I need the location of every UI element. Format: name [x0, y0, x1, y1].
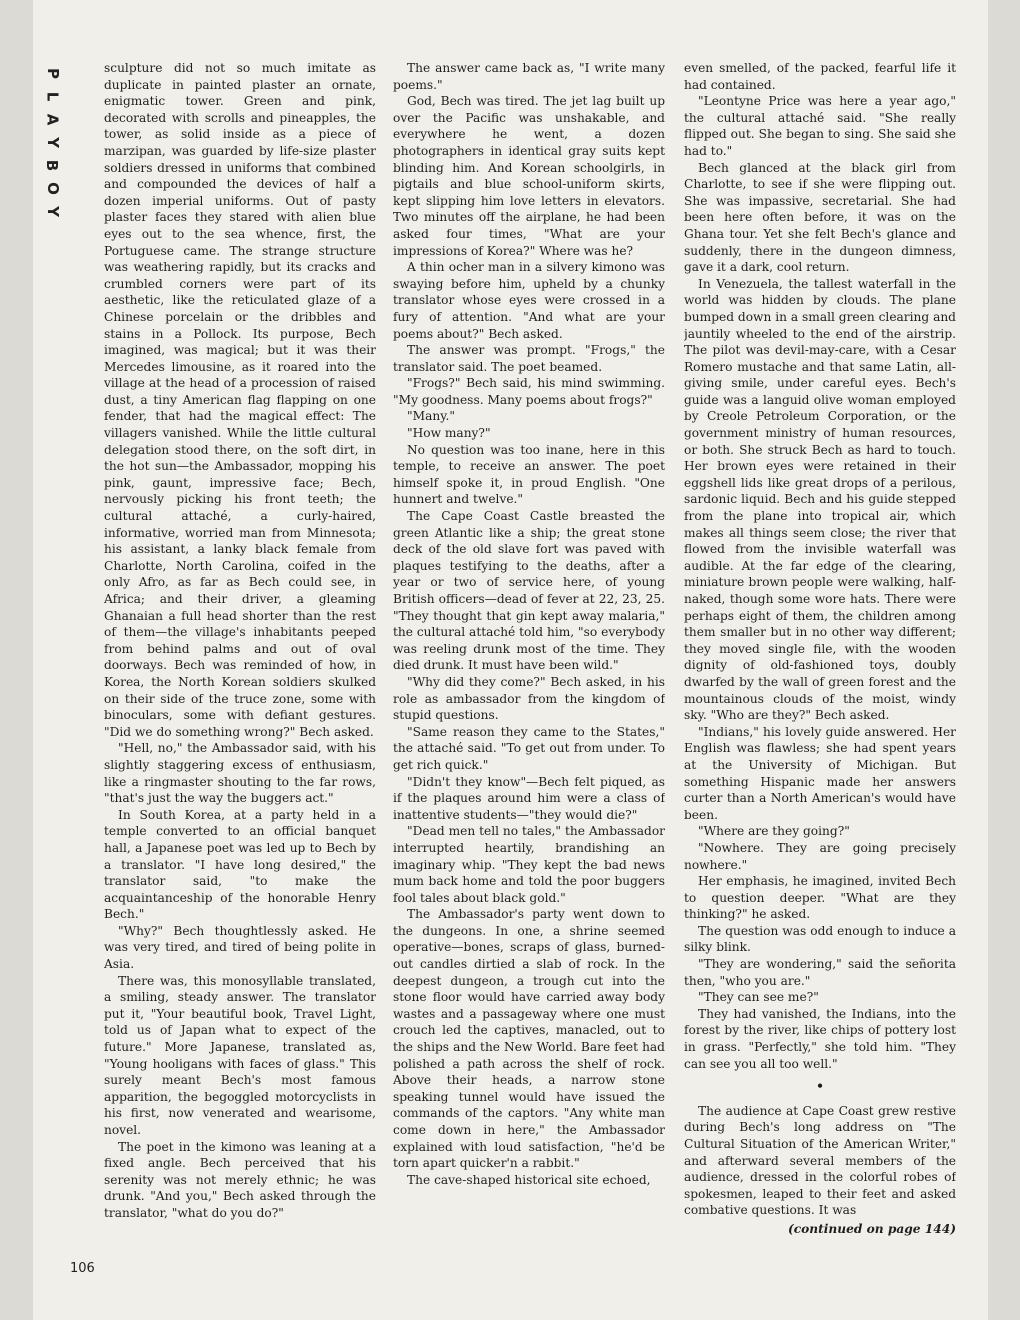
paragraph: A thin ocher man in a silvery kimono was swaying before him, upheld by a chunky translator whose eyes were crossed in a fury of attention. "And what are your poems about?" Bech asked. [393, 260, 665, 341]
paragraph: even smelled, of the packed, fearful life it had contained. [684, 61, 956, 92]
paragraph: "They can see me?" [698, 990, 819, 1005]
paragraph: "Indians," his lovely guide answered. Her English was flawless; she had spent years at the University of Michigan. But something Hispanic made her answers curter than a North American's would have been. [684, 724, 956, 822]
paragraph: "Nowhere. They are going precisely nowhere." [684, 840, 956, 872]
paragraph: Bech glanced at the black girl from Charlotte, to see if she were flipping out. She was impassive, secretarial. She had been here often before, it was on the Ghana tour. Yet she felt Bech's glance and suddenly, there in the dungeon dimness, gave it a dark, cool return. [684, 160, 956, 275]
title-letter: A [43, 113, 62, 126]
paragraph: "Same reason they came to the States," the attaché said. "To get out from under. To get rich quick." [393, 724, 665, 772]
text-column-2 [393, 60, 665, 1290]
paragraph: The Cape Coast Castle breasted the green Atlantic like a ship; the great stone deck of the old slave fort was paved with plaques testifying to the deaths, after a year or two of service here, of young British officers—dead of fever at 22, 23, 25. "They thought that gin kept away malaria," the cultural attaché told him, "so everybody was reeling drunk most of the time. They died drunk. It must have been wild." [393, 509, 665, 673]
text-column-3 [684, 60, 956, 1290]
paragraph: God, Bech was tired. The jet lag built up over the Pacific was unshakable, and everywhere he went, a dozen photographers in identical gray suits kept blinding him. And Korean schoolgirls, in pigtails and blue school-uniform skirts, kept slipping him love letters in elevators. Two minutes off the airplane, he had been asked four times, "What are your impressions of Korea?" Where was he? [393, 94, 665, 258]
paragraph: "Many." [407, 409, 455, 424]
title-letter: P [43, 68, 62, 79]
paragraph: "How many?" [407, 426, 491, 441]
paragraph: In Venezuela, the tallest waterfall in the world was hidden by clouds. The plane bumped down in a small green clearing and jauntily wheeled to the end of the airstrip. The pilot was devil-may-care, with a Cesar Romero mustache and that same Latin, all-giving smile, under careful eyes. Bech's guide was a languid olive woman employed by Creole Petroleum Corporation, or the government ministry of human resources, or both. She struck Bech as hard to touch. Her brown eyes were retained in their eggshell lids like great drops of a perilous, sardonic liquid. Bech and his guide stepped from the plane into tropical air, which makes all things seem close; the river that flowed from the invisible waterfall was audible. At the far edge of the clearing, miniature brown people were walking, half-naked, though some wore hats. There were perhaps eight of them, the children among them smaller but in no other way different; they moved single file, with the wooden dignity of old-fashioned toys, doubly dwarfed by the wall of green forest and the mountainous clouds of the moist, windy sky. "Who are they?" Bech asked. [684, 276, 956, 723]
section-separator: • [816, 1079, 824, 1094]
paragraph: The audience at Cape Coast grew restive during Bech's long address on "The Cultural Situation of the American Writer," and afterward several members of the audience, dressed in the colorful robes of spokesmen, leaped to their feet and asked combative questions. It was [684, 1103, 956, 1218]
title-letter: Y [43, 137, 62, 148]
paragraph: "Why?" Bech thoughtlessly asked. He was very tired, and tired of being polite in Asia. [104, 923, 376, 972]
paragraph: The Ambassador's party went down to the dungeons. In one, a shrine seemed operative—bones, scraps of glass, burned-out candles dirtied a slab of rock. In the deepest dungeon, a trough cut into the stone floor would have carried away body wastes and a passageway where one must crouch led the captives, manacled, out to the ships and the New World. Bare feet had polished a path across the shelf of rock. Above their heads, a narrow stone speaking tunnel would have issued the commands of the captors. "Any white man come down in here," the Ambassador explained with loud satisfaction, "he'd be torn apart quicker'n a rabbit." [393, 907, 665, 1171]
paragraph: "Why did they come?" Bech asked, in his role as ambassador from the kingdom of stupid questions. [393, 674, 665, 723]
paragraph: "Leontyne Price was here a year ago," the cultural attaché said. "She really flipped out. She began to sing. She said she had to." [684, 94, 956, 158]
title-letter: L [43, 91, 62, 102]
paragraph: In South Korea, at a party held in a temple converted to an official banquet hall, a Japanese poet was led up to Bech by a translator. "I have long desired," the translator said, "to make the acquaintanceship of the honorable Henry Bech." [104, 807, 376, 922]
page-number: 106 [70, 1261, 95, 1276]
paragraph: "Dead men tell no tales," the Ambassador interrupted heartily, brandishing an imaginary whip. "They kept the bad news mum back home and told the poor buggers fool tales about black gold." [393, 824, 665, 905]
paragraph: No question was too inane, here in this temple, to receive an answer. The poet himself spoke it, in proud English. "One hunnert and twelve." [393, 442, 665, 507]
text-column-1 [104, 60, 376, 1290]
paragraph: "They are wondering," said the señorita then, "who you are." [684, 957, 956, 988]
paragraph: "Didn't they know"—Bech felt piqued, as if the plaques around him were a class of inattentive students—"they would die?" [393, 774, 665, 822]
paragraph: The poet in the kimono was leaning at a fixed angle. Bech perceived that his serenity was not merely ethnic; he was drunk. "And you," Bech asked through the translator, "what do you do?" [104, 1139, 376, 1220]
title-letter: Y [43, 206, 62, 217]
paragraph: "Frogs?" Bech said, his mind swimming. "My goodness. Many poems about frogs?" [393, 376, 665, 407]
paragraph: "Where are they going?" [698, 824, 850, 839]
paragraph: The question was odd enough to induce a silky blink. [684, 923, 956, 955]
paragraph: The answer came back as, "I write many poems." [393, 61, 665, 92]
paragraph: They had vanished, the Indians, into the forest by the river, like chips of pottery lost in grass. "Perfectly," she told him. "They can see you all too well." [684, 1006, 956, 1071]
paragraph: The answer was prompt. "Frogs," the translator said. The poet beamed. [393, 343, 665, 374]
paragraph: "Hell, no," the Ambassador said, with his slightly staggering excess of enthusiasm, like a ringmaster shouting to the far rows, "that's just the way the buggers act." [104, 741, 376, 806]
paragraph: Her emphasis, he imagined, invited Bech to question deeper. "What are they thinking?" he asked. [684, 874, 956, 922]
title-letter: B [43, 159, 62, 172]
paragraph: There was, this monosyllable translated, a smiling, steady answer. The translator put it, "Your beautiful book, Travel Light, told us of Japan what to expect of the future." More Japanese, translated as, "Young hooligans with faces of glass." This surely meant Bech's most famous apparition, the begoggled motorcyclists in his first, now venerated and wearisome, novel. [104, 973, 376, 1137]
title-letter: O [43, 182, 62, 195]
magazine-title-vertical [37, 62, 67, 223]
paragraph: sculpture did not so much imitate as duplicate in painted plaster an ornate, enigmatic tower. Green and pink, decorated with scrolls and pineapples, the tower, as solid inside as a piece of marzipan, was guarded by life-size plaster soldiers dressed in uniforms that combined and compounded the devices of half a dozen imperial uniforms. Out of pasty plaster faces they stared with alien blue eyes out to the sea whence, first, the Portuguese came. The strange structure was weathering rapidly, but its cracks and crumbled corners were part of its aesthetic, like the reticulated glaze of a Chinese porcelain or the dribbles and stains in a Pollock. Its purpose, Bech imagined, was magical; but it was their Mercedes limousine, as it roared into the village at the head of a procession of raised dust, a tiny American flag flapping on one fender, that had the magical effect: The villagers vanished. While the little cultural delegation stood there, on the soft dirt, in the hot sun—the Ambassador, mopping his pink, gaunt, impressive face; Bech, nervously picking his front teeth; the cultural attaché, a curly-haired, informative, worried man from Minnesota; his assistant, a lanky black female from Charlotte, North Carolina, coifed in the only Afro, as far as Bech could see, in Africa; and their driver, a gleaming Ghanaian a full head shorter than the rest of them—the village's inhabitants peeped from behind palms and out of oval doorways. Bech was reminded of how, in Korea, the North Korean soldiers skulked on their side of the truce zone, some with binoculars, some with defiant gestures. "Did we do something wrong?" Bech asked. [104, 61, 376, 739]
paragraph: The cave-shaped historical site echoed, [407, 1172, 651, 1187]
continued-note: (continued on page 144) [787, 1221, 956, 1236]
